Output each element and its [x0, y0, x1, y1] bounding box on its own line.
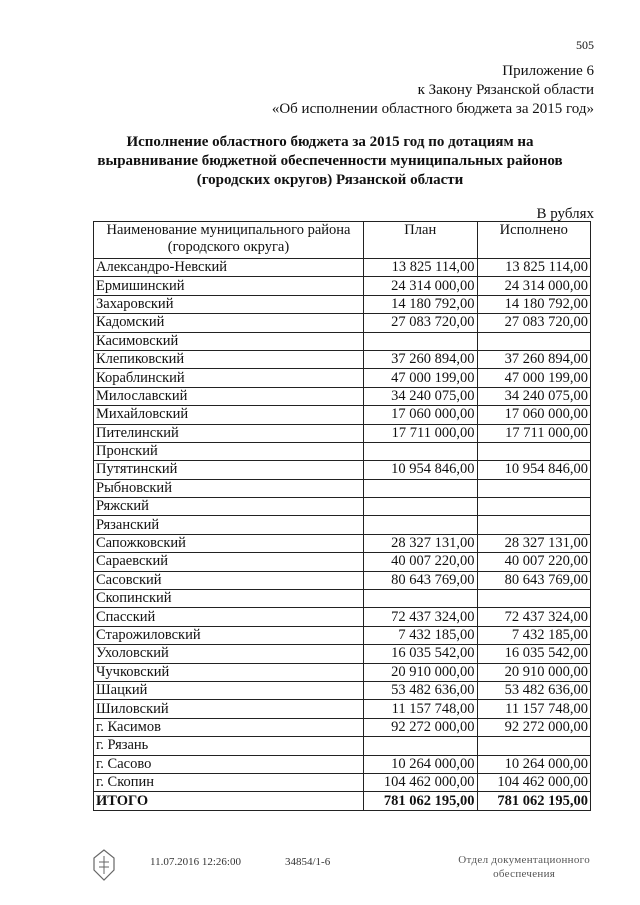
cell-executed	[477, 442, 591, 460]
cell-name: Михайловский	[94, 406, 364, 424]
cell-plan: 10 954 846,00	[364, 461, 478, 479]
cell-plan	[364, 332, 478, 350]
cell-name: Спасский	[94, 608, 364, 626]
cell-executed: 17 711 000,00	[477, 424, 591, 442]
cell-executed: 28 327 131,00	[477, 534, 591, 552]
cell-executed	[477, 332, 591, 350]
cell-executed: 10 954 846,00	[477, 461, 591, 479]
table-row	[94, 755, 591, 773]
cell-plan: 17 711 000,00	[364, 424, 478, 442]
department-stamp	[458, 853, 590, 881]
table-row	[94, 700, 591, 718]
cell-plan: 37 260 894,00	[364, 350, 478, 368]
footer-datetime: 11.07.2016 12:26:00	[150, 856, 241, 868]
appendix-line-3: «Об исполнении областного бюджета за 2015 год»	[271, 101, 594, 117]
cell-name: Путятинский	[94, 461, 364, 479]
footer-doc-number: 34854/1-6	[285, 856, 331, 868]
cell-plan: 14 180 792,00	[364, 295, 478, 313]
total-plan: 781 062 195,00	[364, 792, 478, 810]
table-row	[94, 534, 591, 552]
stamp-line-2: обеспечения	[493, 868, 556, 880]
cell-executed: 37 260 894,00	[477, 350, 591, 368]
table-row	[94, 608, 591, 626]
cell-name: Ухоловский	[94, 645, 364, 663]
cell-name: Чучковский	[94, 663, 364, 681]
title-line-2: выравнивание бюджетной обеспеченности муниципальных районов	[97, 153, 563, 169]
cell-plan: 11 157 748,00	[364, 700, 478, 718]
table-row	[94, 718, 591, 736]
cell-name: г. Касимов	[94, 718, 364, 736]
table-row	[94, 516, 591, 534]
cell-executed: 16 035 542,00	[477, 645, 591, 663]
cell-executed	[477, 479, 591, 497]
cell-plan: 20 910 000,00	[364, 663, 478, 681]
currency-note: В рублях	[536, 206, 594, 222]
header-plan: План	[364, 222, 478, 259]
cell-executed: 17 060 000,00	[477, 406, 591, 424]
cell-executed: 72 437 324,00	[477, 608, 591, 626]
title-line-3: (городских округов) Рязанской области	[196, 172, 464, 188]
table-header-row	[94, 222, 591, 259]
cell-plan	[364, 442, 478, 460]
cell-plan: 47 000 199,00	[364, 369, 478, 387]
table-row	[94, 277, 591, 295]
cell-executed: 34 240 075,00	[477, 387, 591, 405]
cell-name: Пителинский	[94, 424, 364, 442]
cell-name: Ряжский	[94, 498, 364, 516]
cell-plan: 7 432 185,00	[364, 626, 478, 644]
cell-executed: 53 482 636,00	[477, 681, 591, 699]
cell-name: Старожиловский	[94, 626, 364, 644]
cell-name: Пронский	[94, 442, 364, 460]
header-name: Наименование муниципального района (городского округа)	[94, 222, 364, 259]
table-row	[94, 369, 591, 387]
cell-plan: 72 437 324,00	[364, 608, 478, 626]
cell-executed: 24 314 000,00	[477, 277, 591, 295]
cell-plan	[364, 498, 478, 516]
cell-name: Рыбновский	[94, 479, 364, 497]
cell-name: Милославский	[94, 387, 364, 405]
cell-plan: 17 060 000,00	[364, 406, 478, 424]
cell-executed	[477, 516, 591, 534]
cell-name: Сараевский	[94, 553, 364, 571]
table-row	[94, 442, 591, 460]
table-body	[94, 259, 591, 811]
table-row	[94, 406, 591, 424]
header-executed: Исполнено	[477, 222, 591, 259]
cell-plan: 34 240 075,00	[364, 387, 478, 405]
budget-table	[93, 221, 591, 811]
cell-plan	[364, 479, 478, 497]
table-row	[94, 590, 591, 608]
table-row	[94, 295, 591, 313]
cell-plan	[364, 516, 478, 534]
cell-name: Шацкий	[94, 681, 364, 699]
cell-plan	[364, 590, 478, 608]
table-row	[94, 387, 591, 405]
page-number: 505	[576, 38, 594, 52]
cell-plan: 80 643 769,00	[364, 571, 478, 589]
cell-executed: 104 462 000,00	[477, 773, 591, 791]
table-row	[94, 553, 591, 571]
table-row	[94, 350, 591, 368]
cell-plan: 40 007 220,00	[364, 553, 478, 571]
cell-name: Кадомский	[94, 314, 364, 332]
table-row	[94, 479, 591, 497]
cell-plan: 10 264 000,00	[364, 755, 478, 773]
cell-executed: 10 264 000,00	[477, 755, 591, 773]
table-row	[94, 571, 591, 589]
cell-executed: 47 000 199,00	[477, 369, 591, 387]
table-row	[94, 424, 591, 442]
cell-name: г. Рязань	[94, 737, 364, 755]
appendix-line-1: Приложение 6	[502, 63, 594, 79]
cell-executed: 13 825 114,00	[477, 259, 591, 277]
cell-plan: 16 035 542,00	[364, 645, 478, 663]
cell-plan	[364, 737, 478, 755]
cell-name: Захаровский	[94, 295, 364, 313]
appendix-line-2: к Закону Рязанской области	[417, 82, 594, 98]
cell-executed: 7 432 185,00	[477, 626, 591, 644]
cell-plan: 92 272 000,00	[364, 718, 478, 736]
cell-plan: 13 825 114,00	[364, 259, 478, 277]
cell-name: Клепиковский	[94, 350, 364, 368]
document-title	[60, 133, 600, 190]
cell-executed: 27 083 720,00	[477, 314, 591, 332]
cell-name: г. Скопин	[94, 773, 364, 791]
cell-plan: 27 083 720,00	[364, 314, 478, 332]
emblem-icon	[90, 848, 118, 882]
cell-name: Касимовский	[94, 332, 364, 350]
appendix-header	[272, 62, 594, 119]
table-row	[94, 314, 591, 332]
table-total-row	[94, 792, 591, 810]
cell-plan: 104 462 000,00	[364, 773, 478, 791]
cell-executed: 80 643 769,00	[477, 571, 591, 589]
cell-executed: 20 910 000,00	[477, 663, 591, 681]
cell-name: Кораблинский	[94, 369, 364, 387]
cell-plan: 24 314 000,00	[364, 277, 478, 295]
table-row	[94, 773, 591, 791]
table-row	[94, 645, 591, 663]
cell-name: Шиловский	[94, 700, 364, 718]
cell-name: Рязанский	[94, 516, 364, 534]
cell-name: Скопинский	[94, 590, 364, 608]
total-executed: 781 062 195,00	[477, 792, 591, 810]
table-row	[94, 663, 591, 681]
table-row	[94, 259, 591, 277]
cell-name: г. Сасово	[94, 755, 364, 773]
cell-executed	[477, 498, 591, 516]
cell-executed	[477, 590, 591, 608]
total-name: ИТОГО	[94, 792, 364, 810]
table-row	[94, 461, 591, 479]
cell-name: Сасовский	[94, 571, 364, 589]
cell-name: Ермишинский	[94, 277, 364, 295]
table-row	[94, 737, 591, 755]
cell-executed	[477, 737, 591, 755]
cell-name: Александро-Невский	[94, 259, 364, 277]
table-row	[94, 332, 591, 350]
title-line-1: Исполнение областного бюджета за 2015 год по дотациям на	[126, 134, 534, 150]
table-row	[94, 626, 591, 644]
cell-name: Сапожковский	[94, 534, 364, 552]
table-row	[94, 498, 591, 516]
cell-executed: 11 157 748,00	[477, 700, 591, 718]
stamp-line-1: Отдел документационного	[458, 854, 590, 866]
cell-executed: 40 007 220,00	[477, 553, 591, 571]
cell-executed: 14 180 792,00	[477, 295, 591, 313]
cell-plan: 53 482 636,00	[364, 681, 478, 699]
cell-plan: 28 327 131,00	[364, 534, 478, 552]
table-row	[94, 681, 591, 699]
cell-executed: 92 272 000,00	[477, 718, 591, 736]
